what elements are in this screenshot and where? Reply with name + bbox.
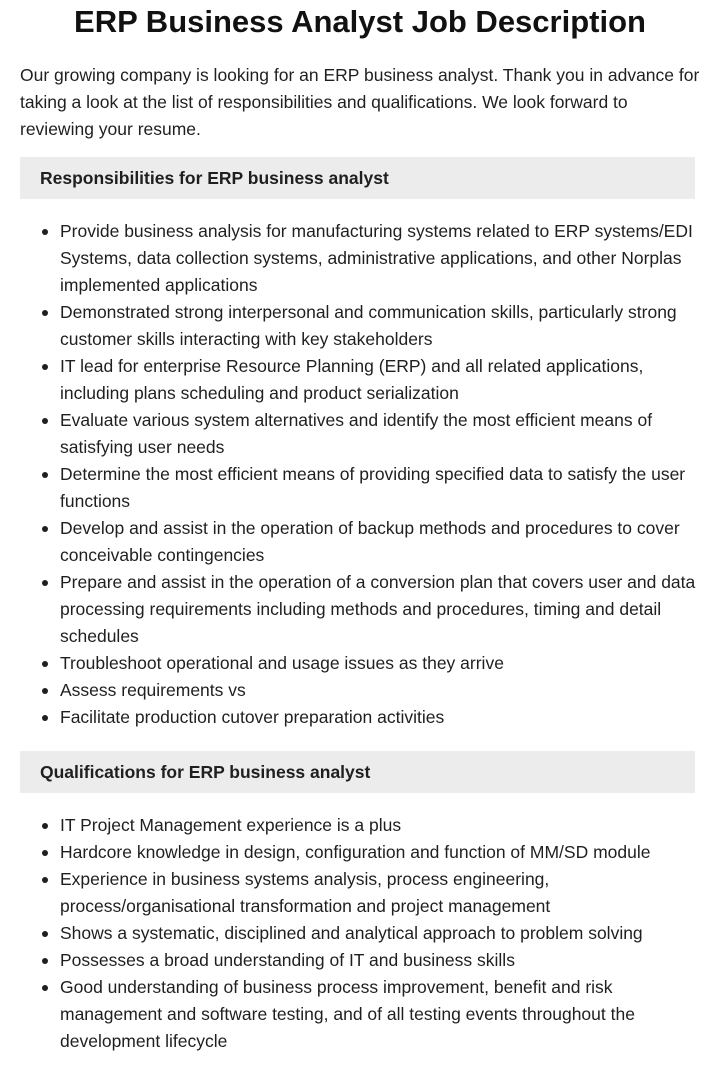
list-item: IT lead for enterprise Resource Planning (ERP) and all related applications, including plans scheduling and product serialization <box>60 353 700 407</box>
qualifications-list <box>0 812 720 1055</box>
list-item: Possesses a broad understanding of IT and business skills <box>60 947 700 974</box>
list-item: Shows a systematic, disciplined and analytical approach to problem solving <box>60 920 700 947</box>
list-item: Evaluate various system alternatives and identify the most efficient means of satisfying user needs <box>60 407 700 461</box>
list-item: Facilitate production cutover preparation activities <box>60 704 700 731</box>
responsibilities-list <box>0 218 720 731</box>
list-item: IT Project Management experience is a plus <box>60 812 700 839</box>
page-title: ERP Business Analyst Job Description <box>74 4 646 39</box>
qualifications-heading: Qualifications for ERP business analyst <box>20 751 695 793</box>
list-item: Provide business analysis for manufacturing systems related to ERP systems/EDI Systems, data collection systems, administrative applications, and other Norplas implemented applications <box>60 218 700 299</box>
list-item: Hardcore knowledge in design, configuration and function of MM/SD module <box>60 839 700 866</box>
list-item: Prepare and assist in the operation of a conversion plan that covers user and data processing requirements including methods and procedures, timing and detail schedules <box>60 569 700 650</box>
list-item: Determine the most efficient means of providing specified data to satisfy the user functions <box>60 461 700 515</box>
responsibilities-heading: Responsibilities for ERP business analyst <box>20 157 695 199</box>
list-item: Experience in business systems analysis, process engineering, process/organisational transformation and project management <box>60 866 700 920</box>
list-item: Assess requirements vs <box>60 677 700 704</box>
intro-paragraph: Our growing company is looking for an ERP business analyst. Thank you in advance for taking a look at the list of responsibilities and qualifications. We look forward to reviewing your resume. <box>20 65 700 139</box>
list-item: Troubleshoot operational and usage issues as they arrive <box>60 650 700 677</box>
list-item: Demonstrated strong interpersonal and communication skills, particularly strong customer skills interacting with key stakeholders <box>60 299 700 353</box>
list-item: Good understanding of business process improvement, benefit and risk management and software testing, and of all testing events throughout the development lifecycle <box>60 974 700 1055</box>
list-item: Develop and assist in the operation of backup methods and procedures to cover conceivable contingencies <box>60 515 700 569</box>
